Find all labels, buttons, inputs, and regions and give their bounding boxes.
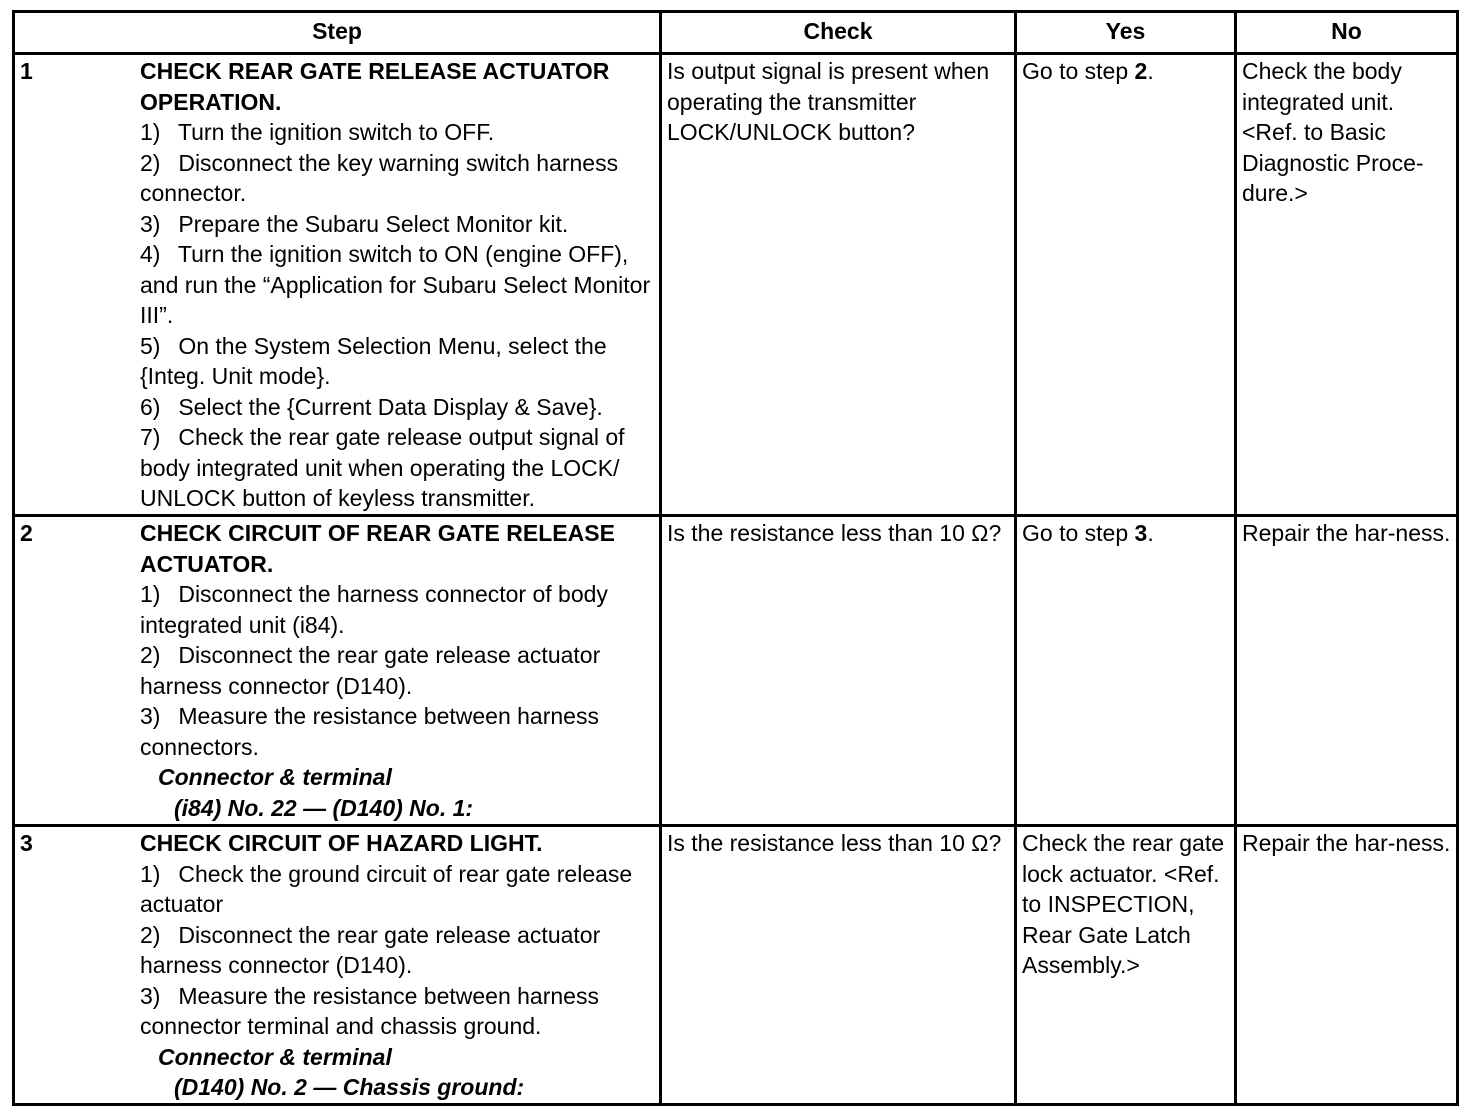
step-cell [14,54,661,516]
step-instruction: 1) Check the ground circuit of rear gate release actuator [140,860,633,917]
step-instruction: 3) Measure the resistance between harness connector terminal and chassis ground. [140,982,599,1039]
no-cell: Repair the har-ness. [1236,826,1458,1105]
yes-suffix: . [1147,58,1154,84]
step-body [140,56,654,514]
check-cell: Is the resistance less than 10 Ω? [661,826,1016,1105]
yes-cell [1016,54,1236,516]
table-row [14,54,1458,516]
step-number: 2 [20,520,33,546]
yes-suffix: . [1147,520,1154,546]
step-number: 3 [20,830,33,856]
check-cell: Is output signal is present when operating the transmitter LOCK/UNLOCK button? [661,54,1016,516]
no-cell: Repair the har-ness. [1236,516,1458,826]
step-instruction: 5) On the System Selection Menu, select the {Integ. Unit mode}. [140,332,607,389]
connector-value: (D140) No. 2 — Chassis ground: [174,1074,525,1100]
step-instruction: 3) Measure the resistance between harness connectors. [140,703,599,760]
step-instruction: 7) Check the rear gate release output signal of body integrated unit when operating the LOCK/ UNLOCK button of keyless transmitter. [140,424,625,511]
yes-cell [1016,826,1236,1105]
step-title: CHECK REAR GATE RELEASE ACTUATOR OPERATION. [140,58,610,115]
step-body [140,518,654,762]
step-instruction: 4) Turn the ignition switch to ON (engine OFF), and run the “Application for Subaru Select Monitor III”. [140,241,651,328]
step-cell [14,516,661,826]
no-cell: Check the body integrated unit. <Ref. to Basic Diagnostic Proce-dure.> [1236,54,1458,516]
step-number: 1 [20,58,33,84]
yes-step-number: 2 [1134,58,1148,84]
step-instruction: 6) Select the {Current Data Display & Save}. [140,393,603,420]
step-instruction: 2) Disconnect the key warning switch harness connector. [140,149,619,206]
yes-cell [1016,516,1236,826]
yes-step-number: 3 [1134,520,1148,546]
step-instruction: 2) Disconnect the rear gate release actuator harness connector (D140). [140,642,601,699]
header-yes: Yes [1016,12,1236,54]
yes-text: Go to step [1022,58,1135,84]
table-row [14,516,1458,826]
step-cell [14,826,661,1105]
step-title: CHECK CIRCUIT OF REAR GATE RELEASE ACTUATOR. [140,520,615,577]
step-instruction: 1) Disconnect the harness connector of body integrated unit (i84). [140,581,608,638]
step-instruction: 3) Prepare the Subaru Select Monitor kit. [140,210,569,237]
step-title: CHECK CIRCUIT OF HAZARD LIGHT. [140,830,543,856]
header-row [14,12,1458,54]
step-instruction: 2) Disconnect the rear gate release actuator harness connector (D140). [140,921,601,978]
table-row [14,826,1458,1105]
diagnostic-table [12,10,1459,1106]
step-body [140,828,654,1042]
header-no: No [1236,12,1458,54]
connector-label: Connector & terminal [158,764,392,790]
check-cell: Is the resistance less than 10 Ω? [661,516,1016,826]
header-step: Step [14,12,661,54]
step-instruction: 1) Turn the ignition switch to OFF. [140,119,495,145]
header-check: Check [661,12,1016,54]
yes-text: Go to step [1022,520,1135,546]
yes-text: Check the rear gate lock actuator. <Ref. to INSPECTION, Rear Gate Latch Assembly.> [1022,830,1225,978]
connector-value: (i84) No. 22 — (D140) No. 1: [174,794,474,821]
connector-label: Connector & terminal [158,1043,392,1070]
